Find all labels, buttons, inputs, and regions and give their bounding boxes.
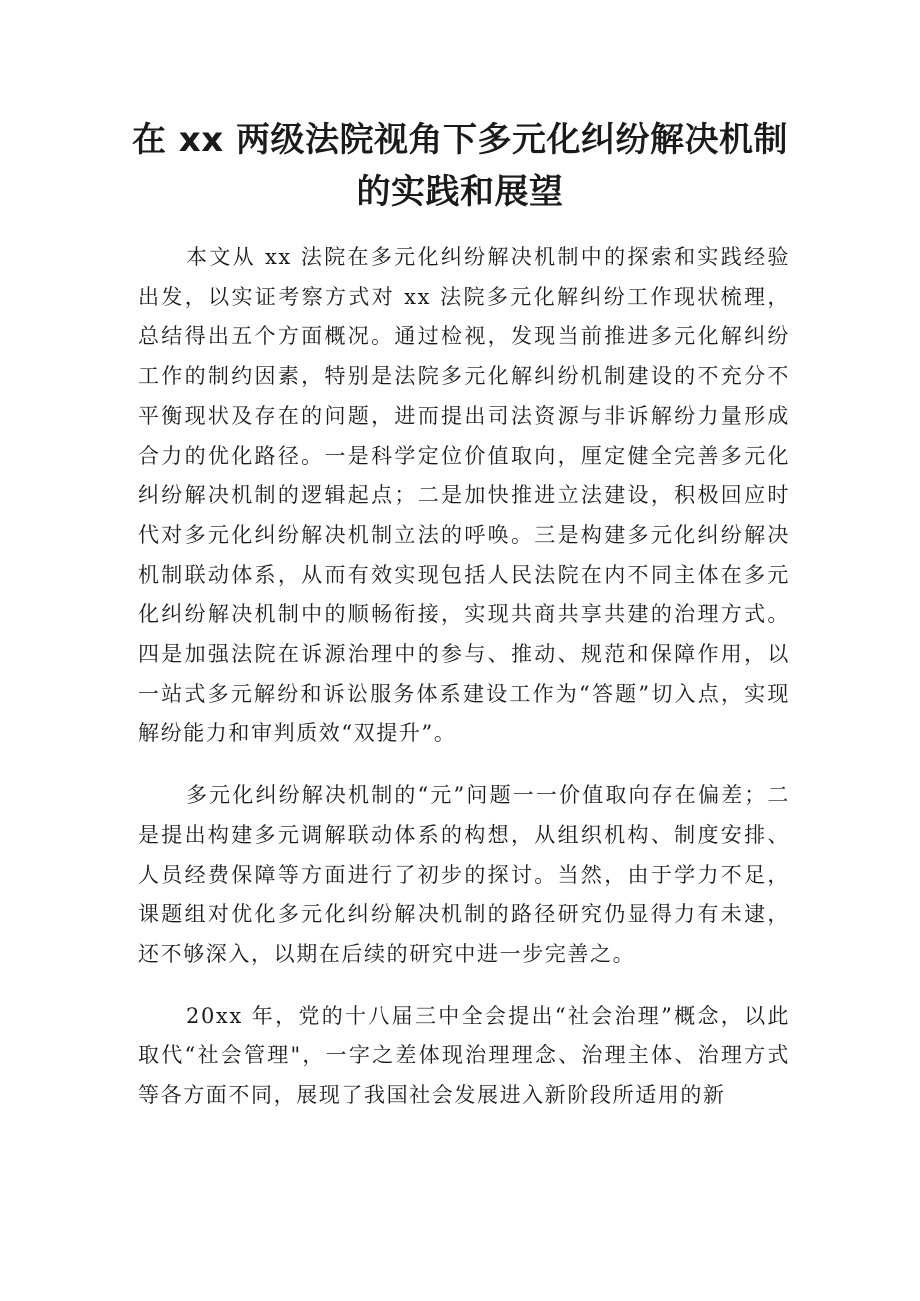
paragraph-abstract: 本文从 xx 法院在多元化纠纷解决机制中的探索和实践经验出发，以实证考察方式对 xx 法院多元化解纠纷工作现状梳理，总结得出五个方面概况。通过检视，发现当前推进多元化解纠纷工作的制约因素，特别是法院多元化解纠纷机制建设的不充分不平衡现状及存在的问题，进而提出司法资源与非诉解纷力量形成合力的优化路径。一是科学定位价值取向，厘定健全完善多元化纠纷解决机制的逻辑起点；二是加快推进立法建设，积极回应时代对多元化纠纷解决机制立法的呼唤。三是构建多元化纠纷解决机制联动体系，从而有效实现包括人民法院在内不同主体在多元化纠纷解决机制中的顺畅衔接，实现共商共享共建的治理方式。四是加强法院在诉源治理中的参与、推动、规范和保障作用，以一站式多元解纷和诉讼服务体系建设工作为“答题”切入点，实现解纷能力和审判质效“双提升”。	[138, 245, 790, 746]
paragraph-research-summary: 多元化纠纷解决机制的“元”问题一一价值取向存在偏差；二是提出构建多元调解联动体系的构想，从组织机构、制度安排、人员经费保障等方面进行了初步的探讨。当然，由于学力不足，课题组对优化多元化纠纷解决机制的路径研究仍显得力有未逮，还不够深入，以期在后续的研究中进一步完善之。	[138, 783, 790, 966]
document-body	[138, 238, 790, 1116]
document-title	[90, 114, 830, 218]
title-line-1: 在 xx 两级法院视角下多元化纠纷解决机制	[131, 120, 789, 160]
paragraph-social-governance: 20xx 年，党的十八届三中全会提出“社会治理”概念，以此取代“社会管理"，一字之差体现治理理念、治理主体、治理方式等各方面不同，展现了我国社会发展进入新阶段所适用的新	[138, 1003, 790, 1108]
title-line-2: 的实践和展望	[356, 172, 564, 212]
